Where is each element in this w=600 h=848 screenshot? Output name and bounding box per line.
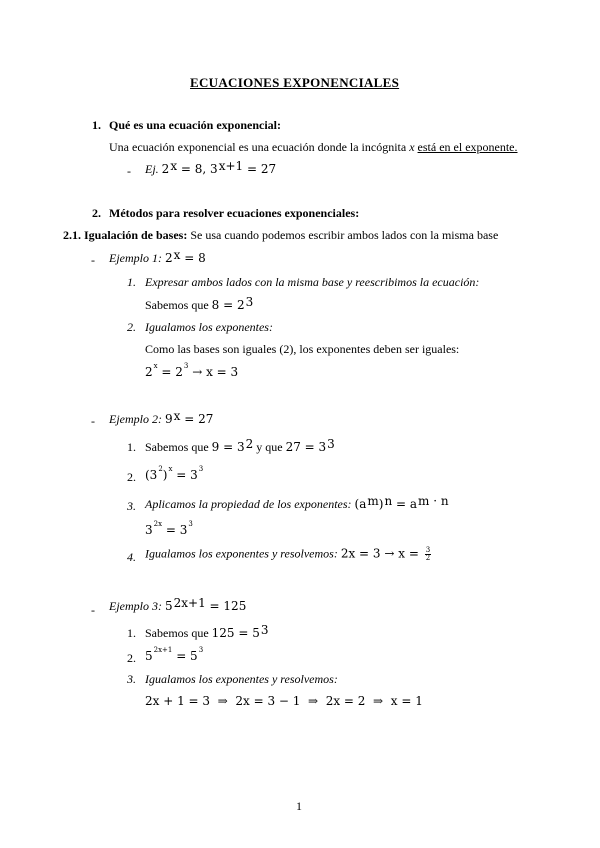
example-1-step-2-detail: Como las bases son iguales (2), los exponentes deben ser iguales: [145,342,460,356]
example-2-step-1-text: Sabemos que $9 = 3^2$ y que $27 = 3^3$ [145,437,335,454]
example-2-step-3-text: Aplicamos la propiedad de los exponentes: $(a^m)^n = a^{m \cdot n}$ [145,494,449,511]
example-1-step-1-number: 1. [127,275,136,289]
example-1-dash: - [91,253,95,267]
section-1-definition: Una ecuación exponencial es una ecuación donde la incógnita x está en el exponente. [109,140,518,154]
example-1-step-1-detail: Sabemos que $8 = 2^3$ [145,295,254,312]
example-1-step-1-text: Expresar ambos lados con la misma base y reescribimos la ecuación: [145,275,480,289]
example-2-heading: Ejemplo 2: $9^x = 27$ [109,409,214,426]
section-2-heading: Métodos para resolver ecuaciones exponenciales: [109,206,360,220]
section-1-dash: - [127,164,131,178]
example-1-step-2-number: 2. [127,320,136,334]
example-3-dash: - [91,603,95,617]
example-2-step-3-equation: $3^{2x} = 3^3$ [145,520,193,537]
example-3-step-1-number: 1. [127,626,136,640]
fraction: $\frac{3}{2}$ [425,546,431,562]
example-3-step-3-text: Igualamos los exponentes y resolvemos: [145,672,338,686]
page-number: 1 [296,799,302,813]
example-3-step-1-text: Sabemos que $125 = 5^3$ [145,623,269,640]
example-2-step-4-number: 4. [127,550,136,564]
section-2-1-line: 2.1. Igualación de bases: Se usa cuando podemos escribir ambos lados con la misma base [63,228,499,242]
example-3-step-3-number: 3. [127,672,136,686]
example-2-step-1-number: 1. [127,440,136,454]
example-3-step-3-equation: 2x + 1 = 3 ⇒ 2x = 3 − 1 ⇒ 2x = 2 ⇒ x = 1 [145,694,423,708]
example-2-step-2-equation: $(3^2)^x = 3^3$ [145,465,204,482]
example-2-step-4-text: Igualamos los exponentes y resolvemos: 2x = 3 → x = $\frac{3}{2}$ [145,546,431,562]
example-3-step-2-number: 2. [127,651,136,665]
page-title: ECUACIONES EXPONENCIALES [190,75,400,90]
section-1-heading: Qué es una ecuación exponencial: [109,118,282,132]
example-1-step-2-equation: $2^x = 2^3 \to x = 3$ [145,362,239,379]
section-1-number: 1. [92,118,101,132]
section-2-number: 2. [92,206,101,220]
example-2-dash: - [91,414,95,428]
example-3-heading: Ejemplo 3: $5^{2x+1} = 125$ [109,596,247,613]
example-3-step-2-equation: $5^{2x+1} = 5^3$ [145,646,204,663]
section-1-example: Ej. $2^x = 8$, $3^{x+1} = 27$ [145,159,277,176]
example-2-step-3-number: 3. [127,499,136,513]
example-2-step-2-number: 2. [127,470,136,484]
example-1-step-2-text: Igualamos los exponentes: [145,320,273,334]
example-1-heading: Ejemplo 1: $2^x = 8$ [109,248,206,265]
